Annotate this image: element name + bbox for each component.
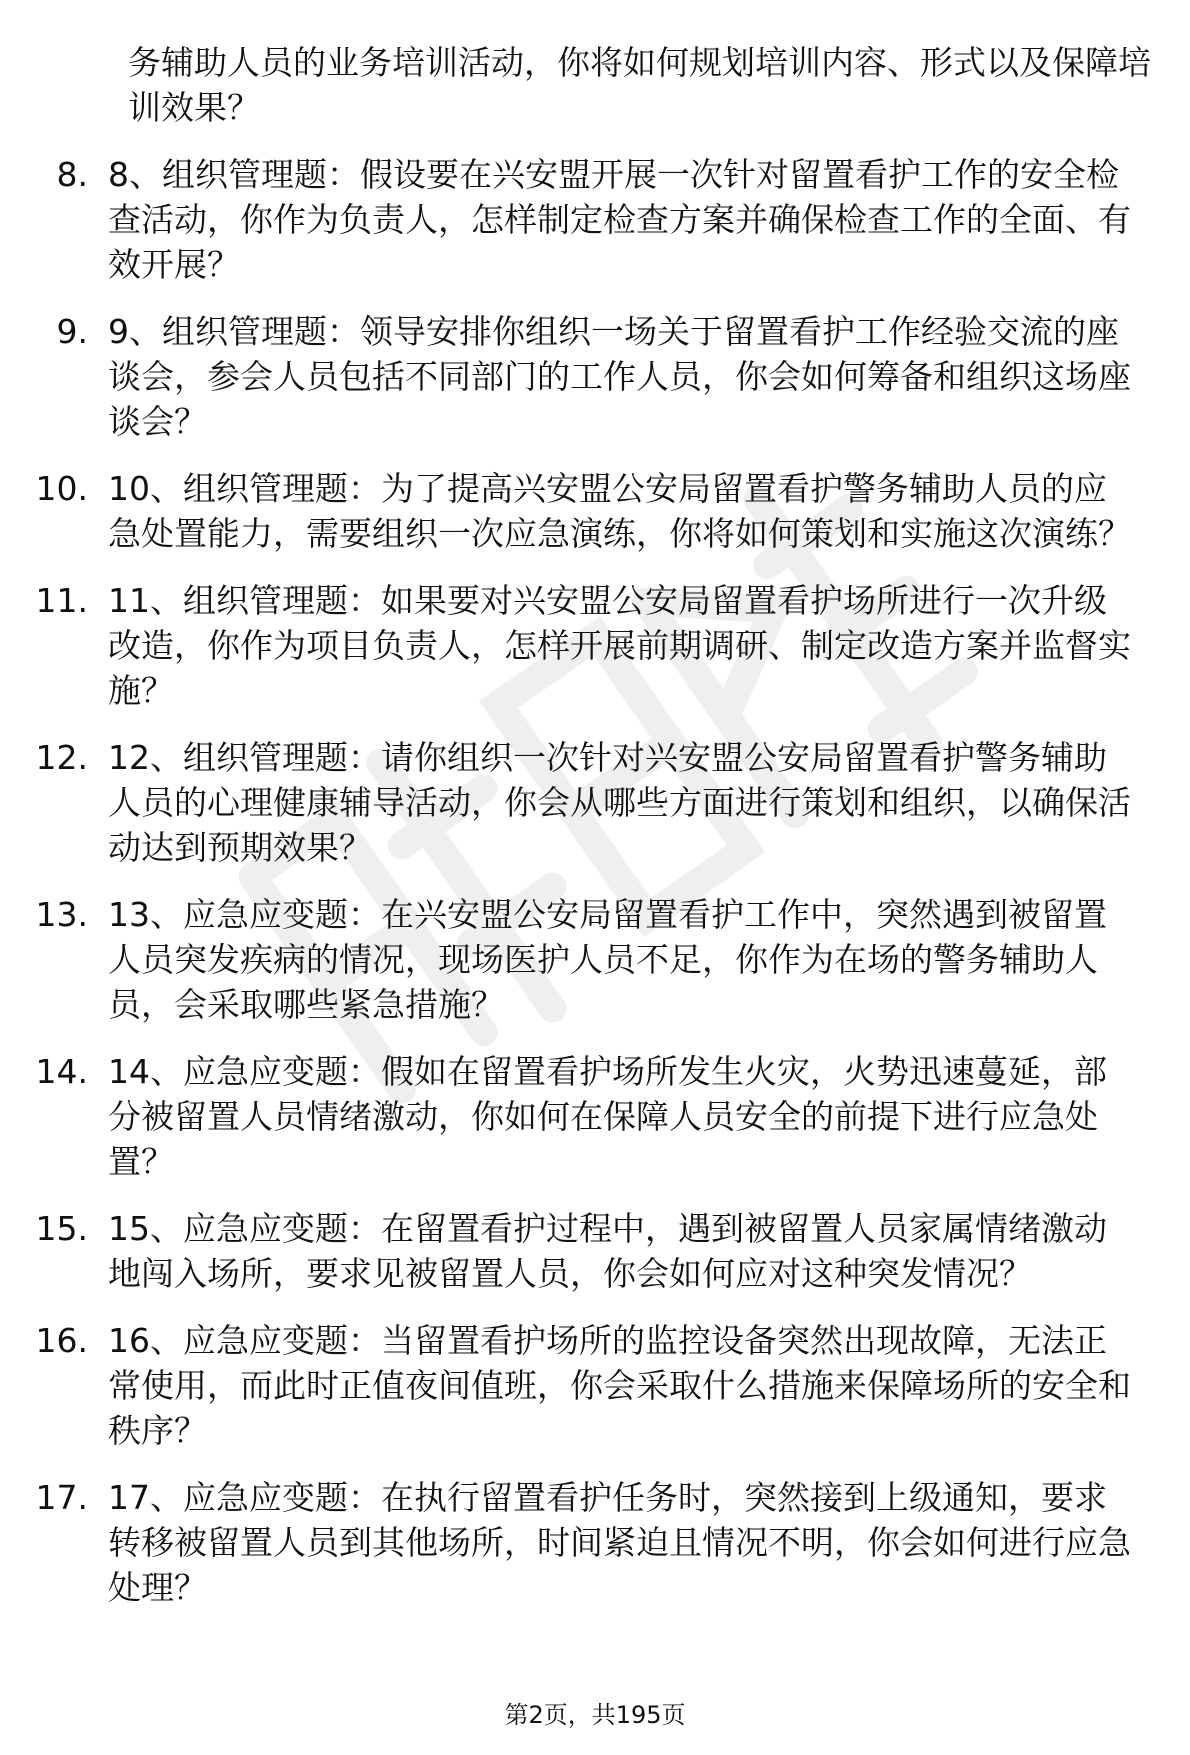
list-item — [0, 1475, 1190, 1610]
item-text: 16、应急应变题：当留置看护场所的监控设备突然出现故障，无法正常使用，而此时正值夜间值班，你会采取什么措施来保障场所的安全和秩序？ — [108, 1321, 1131, 1450]
list-item — [0, 309, 1190, 444]
item-number: 16. — [35, 1321, 88, 1360]
list-item — [0, 578, 1190, 713]
question-list — [0, 40, 1190, 1632]
item-text: 10、组织管理题：为了提高兴安盟公安局留置看护警务辅助人员的应急处置能力，需要组织一次应急演练，你将如何策划和实施这次演练？ — [108, 469, 1131, 553]
item-text: 17、应急应变题：在执行留置看护任务时，突然接到上级通知，要求转移被留置人员到其他场所，时间紧迫且情况不明，你会如何进行应急处理？ — [108, 1478, 1131, 1607]
item-text: 15、应急应变题：在留置看护过程中，遇到被留置人员家属情绪激动地闯入场所，要求见被留置人员，你会如何应对这种突发情况？ — [108, 1209, 1107, 1293]
item-text: 14、应急应变题：假如在留置看护场所发生火灾，火势迅速蔓延，部分被留置人员情绪激动，你如何在保障人员安全的前提下进行应急处置？ — [108, 1052, 1107, 1181]
item-text: 9、组织管理题：领导安排你组织一场关于留置看护工作经验交流的座谈会，参会人员包括不同部门的工作人员，你会如何筹备和组织这场座谈会？ — [108, 312, 1131, 441]
item-text: 12、组织管理题：请你组织一次针对兴安盟公安局留置看护警务辅助人员的心理健康辅导活动，你会从哪些方面进行策划和组织，以确保活动达到预期效果？ — [108, 738, 1131, 867]
item-number: 10. — [35, 469, 88, 508]
continuation-text: 务辅助人员的业务培训活动，你将如何规划培训内容、形式以及保障培训效果？ — [128, 43, 1151, 127]
item-number: 14. — [35, 1052, 88, 1091]
list-item — [0, 1318, 1190, 1453]
item-number: 15. — [35, 1209, 88, 1248]
list-item — [0, 892, 1190, 1027]
page-footer: 第2页，共195页 — [504, 1701, 686, 1729]
item-number: 8. — [56, 155, 88, 194]
list-item — [0, 466, 1190, 556]
item-number: 9. — [56, 312, 88, 351]
item-number: 11. — [35, 581, 88, 620]
item-text: 13、应急应变题：在兴安盟公安局留置看护工作中，突然遇到被留置人员突发疾病的情况，现场医护人员不足，你作为在场的警务辅助人员，会采取哪些紧急措施？ — [108, 895, 1107, 1024]
list-item — [0, 735, 1190, 870]
item-text: 8、组织管理题：假设要在兴安盟开展一次针对留置看护工作的安全检查活动，你作为负责人，怎样制定检查方案并确保检查工作的全面、有效开展？ — [108, 155, 1131, 284]
list-item — [0, 152, 1190, 287]
item-text: 11、组织管理题：如果要对兴安盟公安局留置看护场所进行一次升级改造，你作为项目负责人，怎样开展前期调研、制定改造方案并监督实施？ — [108, 581, 1131, 710]
list-item — [0, 1049, 1190, 1184]
item-number: 12. — [35, 738, 88, 777]
list-item — [0, 1206, 1190, 1296]
item-number: 17. — [35, 1478, 88, 1517]
item-number: 13. — [35, 895, 88, 934]
